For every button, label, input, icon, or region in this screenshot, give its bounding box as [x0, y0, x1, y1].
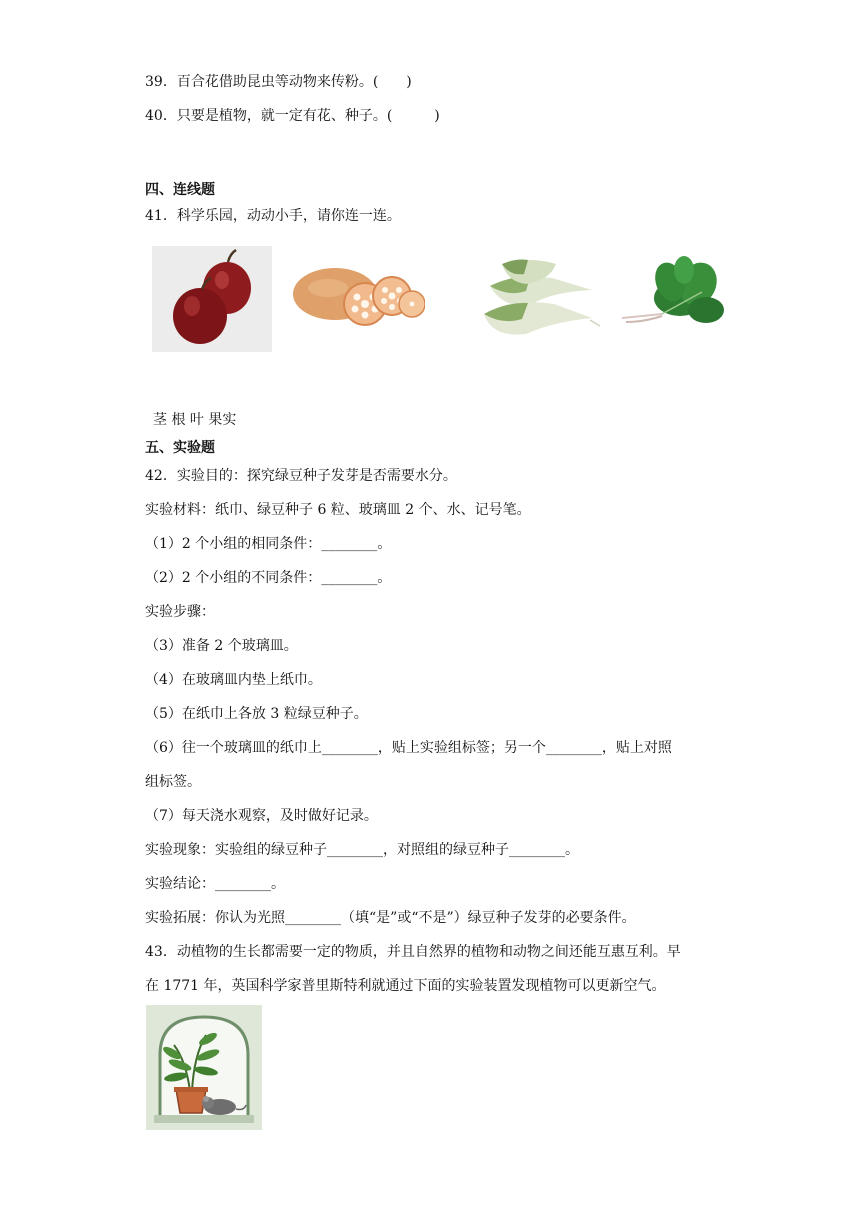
q42-steps-title: 实验步骤：	[145, 604, 215, 620]
q42-step-6-continued: 组标签。	[145, 774, 201, 790]
q42-step-6: （6）往一个玻璃皿的纸巾上________，贴上实验组标签；另一个________，贴上对照	[145, 740, 672, 756]
q42-step-5: （5）在纸巾上各放 3 粒绿豆种子。	[145, 706, 368, 722]
radish-image	[472, 252, 602, 342]
question-39: 39．百合花借助昆虫等动物来传粉。( )	[145, 74, 412, 90]
lotus-root-image	[290, 256, 425, 336]
q42-extension: 实验拓展：你认为光照________（填“是”或“不是”）绿豆种子发芽的必要条件。	[145, 910, 636, 926]
section-5-heading: 五、实验题	[145, 440, 215, 456]
q42-step-4: （4）在玻璃皿内垫上纸巾。	[145, 672, 322, 688]
q42-same-conditions: （1）2 个小组的相同条件：________。	[145, 536, 392, 552]
q42-different-conditions: （2）2 个小组的不同条件：________。	[145, 570, 392, 586]
q41-image-row	[150, 246, 730, 354]
question-41: 41．科学乐园，动动小手，请你连一连。	[145, 208, 401, 224]
q42-step-3: （3）准备 2 个玻璃皿。	[145, 638, 298, 654]
q42-phenomenon: 实验现象：实验组的绿豆种子________，对照组的绿豆种子________。	[145, 842, 579, 858]
q42-materials: 实验材料：纸巾、绿豆种子 6 粒、玻璃皿 2 个、水、记号笔。	[145, 502, 531, 518]
apple-image	[152, 246, 272, 352]
q42-step-7: （7）每天浇水观察，及时做好记录。	[145, 808, 378, 824]
question-43-line-1: 43．动植物的生长都需要一定的物质，并且自然界的植物和动物之间还能互惠互利。早	[145, 944, 681, 960]
question-43-line-2: 在 1771 年，英国科学家普里斯特利就通过下面的实验装置发现植物可以更新空气。	[145, 978, 666, 994]
bell-jar-plant-mouse-image	[146, 1005, 262, 1130]
question-40: 40．只要是植物，就一定有花、种子。( )	[145, 108, 440, 124]
spinach-image	[618, 252, 728, 342]
q42-purpose: 42．实验目的：探究绿豆种子发芽是否需要水分。	[145, 468, 457, 484]
section-4-heading: 四、连线题	[145, 182, 215, 198]
q41-labels: 茎 根 叶 果实	[153, 412, 237, 428]
q42-conclusion: 实验结论：________。	[145, 876, 285, 892]
